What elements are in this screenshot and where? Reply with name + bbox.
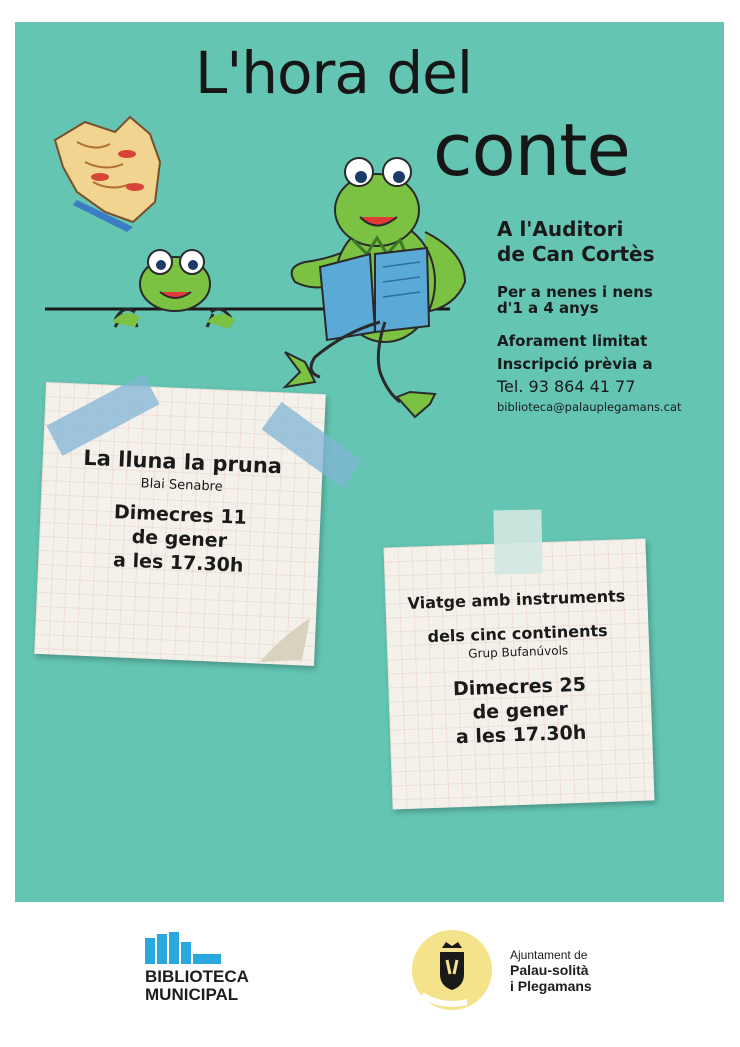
- tape-piece: [493, 510, 542, 575]
- event-2-title-line1: Viatge amb instruments: [407, 586, 626, 613]
- council-name: [510, 948, 592, 994]
- event-1-author: Blai Senabre: [140, 476, 223, 495]
- page-curl: [240, 618, 310, 668]
- event-2-author: Grup Bufanúvols: [468, 643, 569, 661]
- event-2-date-line3: a les 17.30h: [455, 721, 587, 749]
- council-line2: Palau-solità: [510, 962, 589, 978]
- audience-line1: Per a nenes i nens: [497, 283, 653, 301]
- flying-book-icon: [55, 117, 160, 232]
- audience-line2: d'1 a 4 anys: [497, 299, 599, 317]
- event-1-date-line3: a les 17.30h: [112, 549, 244, 577]
- venue-line1: A l'Auditori: [497, 217, 624, 241]
- event-1-title: La lluna la pruna: [82, 445, 283, 479]
- event-note-2: [384, 539, 655, 810]
- council-seal-icon: [412, 930, 492, 1010]
- reading-frog-icon: [285, 158, 465, 417]
- footer: [0, 902, 740, 1047]
- phone-text: Tel. 93 864 41 77: [497, 377, 636, 396]
- registration-text: Inscripció prèvia a: [497, 355, 653, 373]
- library-name: [145, 968, 249, 1004]
- event-1-date-line2: de gener: [131, 525, 228, 553]
- poster-title-line1: L'hora del: [195, 39, 472, 107]
- library-line2: MUNICIPAL: [145, 985, 239, 1004]
- poster-title-line2: conte: [433, 108, 630, 192]
- library-line1: BIBLIOTECA: [145, 967, 249, 986]
- council-line1: Ajuntament de: [510, 948, 588, 962]
- venue-line2: de Can Cortès: [497, 242, 655, 266]
- event-1-date: [38, 497, 321, 581]
- council-line3: i Plegamans: [510, 978, 592, 994]
- event-2-title-line2: dels cinc continents: [427, 620, 608, 647]
- event-info: [497, 217, 717, 416]
- event-2-date: [388, 670, 652, 751]
- email-link[interactable]: biblioteca@palauplegamans.cat: [497, 400, 682, 414]
- library-logo-icon: [145, 932, 225, 966]
- small-frog-icon: [112, 250, 235, 329]
- capacity-text: Aforament limitat: [497, 332, 648, 350]
- event-1-date-line1: Dimecres 11: [113, 501, 248, 529]
- event-2-date-line1: Dimecres 25: [452, 673, 587, 701]
- event-2-date-line2: de gener: [472, 698, 569, 724]
